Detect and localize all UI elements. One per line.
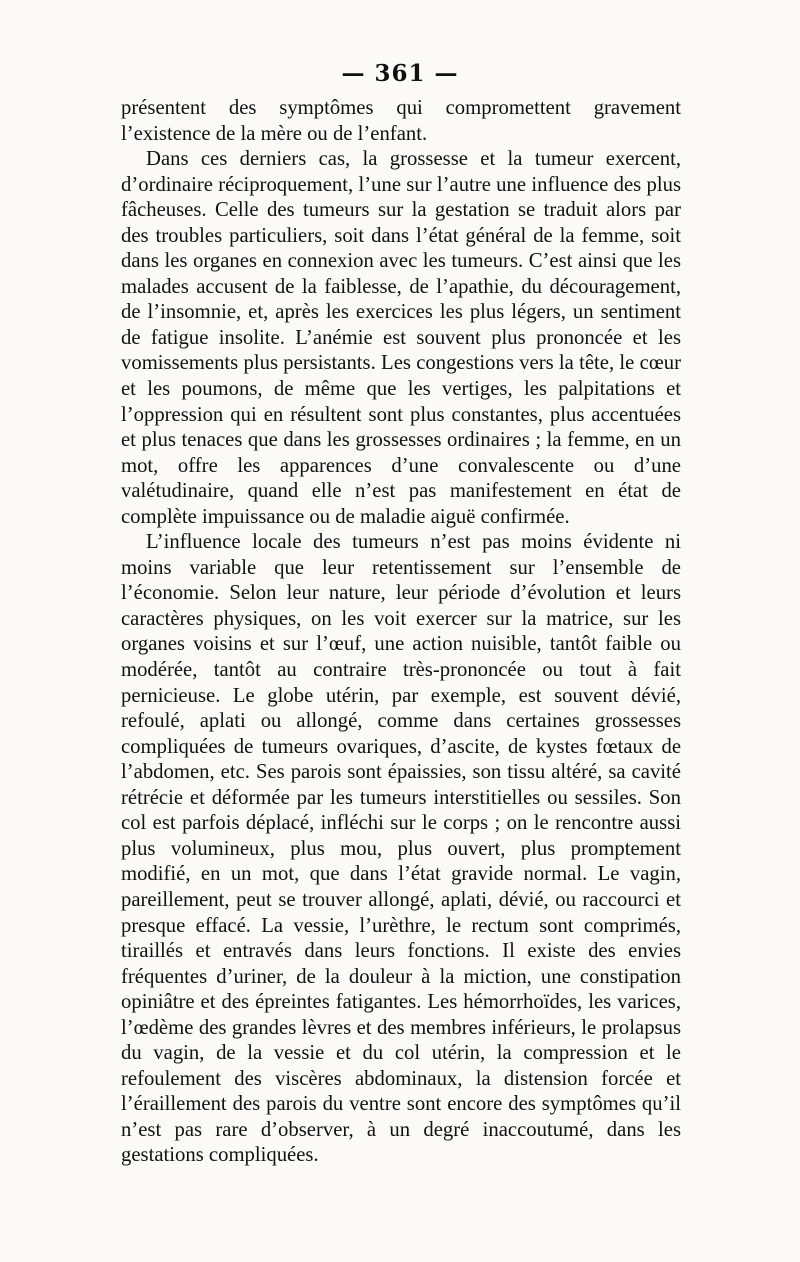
page-number: — 361 —: [341, 60, 459, 87]
paragraph-general-influence: Dans ces derniers cas, la grossesse et la tumeur exercent, d’ordinaire réciproquement, l’une sur l’autre une influence des plus fâcheuses. Celle des tumeurs sur la gestation se traduit alors par des troubles particuliers, soit dans l’état général de la femme, soit dans les organes en connexion avec les tumeurs. C’est ainsi que les malades accusent de la faiblesse, de l’apathie, du découragement, de l’insomnie, et, après les exercices les plus légers, un sentiment de fatigue insolite. L’anémie est souvent plus prononcée et les vomissements plus persistants. Les congestions vers la tête, le cœur et les poumons, de même que les vertiges, les palpitations et l’oppression qui en résultent sont plus constantes, plus accentuées et plus tenaces que dans les grossesses ordinaires ; la femme, en un mot, offre les apparences d’une convalescente ou d’une valétudinaire, quand elle n’est pas manifestement en état de complète impuissance ou de maladie aiguë confirmée.: [121, 148, 681, 528]
paragraph-continuation: présentent des symptômes qui compromettent gravement l’existence de la mère ou de l’enfant.: [121, 97, 681, 145]
paragraph-local-influence: L’influence locale des tumeurs n’est pas moins évidente ni moins variable que leur retentissement sur l’ensemble de l’économie. Selon leur nature, leur période d’évolution et leurs caractères physiques, on les voit exercer sur la matrice, sur les organes voisins et sur l’œuf, une action nuisible, tantôt faible ou modérée, tantôt au contraire très-prononcée ou tout à fait pernicieuse. Le globe utérin, par exemple, est souvent dévié, refoulé, aplati ou allongé, comme dans certaines grossesses compliquées de tumeurs ovariques, d’ascite, de kystes fœtaux de l’abdomen, etc. Ses parois sont épaissies, son tissu altéré, sa cavité rétrécie et déformée par les tumeurs interstitielles ou sessiles. Son col est parfois déplacé, infléchi sur le corps ; on le rencontre aussi plus volumineux, plus mou, plus ouvert, plus promptement modifié, en un mot, que dans l’état gravide normal. Le vagin, pareillement, peut se trouver allongé, aplati, dévié, ou raccourci et presque effacé. La vessie, l’urèthre, le rectum sont comprimés, tiraillés et entravés dans leurs fonctions. Il existe des envies fréquentes d’uriner, de la douleur à la miction, une constipation opiniâtre et des épreintes fatigantes. Les hémorrhoïdes, les varices, l’œdème des grandes lèvres et des membres inférieurs, le prolapsus du vagin, de la vessie et du col utérin, la compression et le refoulement des viscères abdominaux, la distension forcée et l’éraillement des parois du ventre sont encore des symptômes qu’il n’est pas rare d’observer, à un degré inaccoutumé, dans les gestations compliquées.: [121, 531, 681, 1167]
body-text: [121, 96, 681, 1169]
